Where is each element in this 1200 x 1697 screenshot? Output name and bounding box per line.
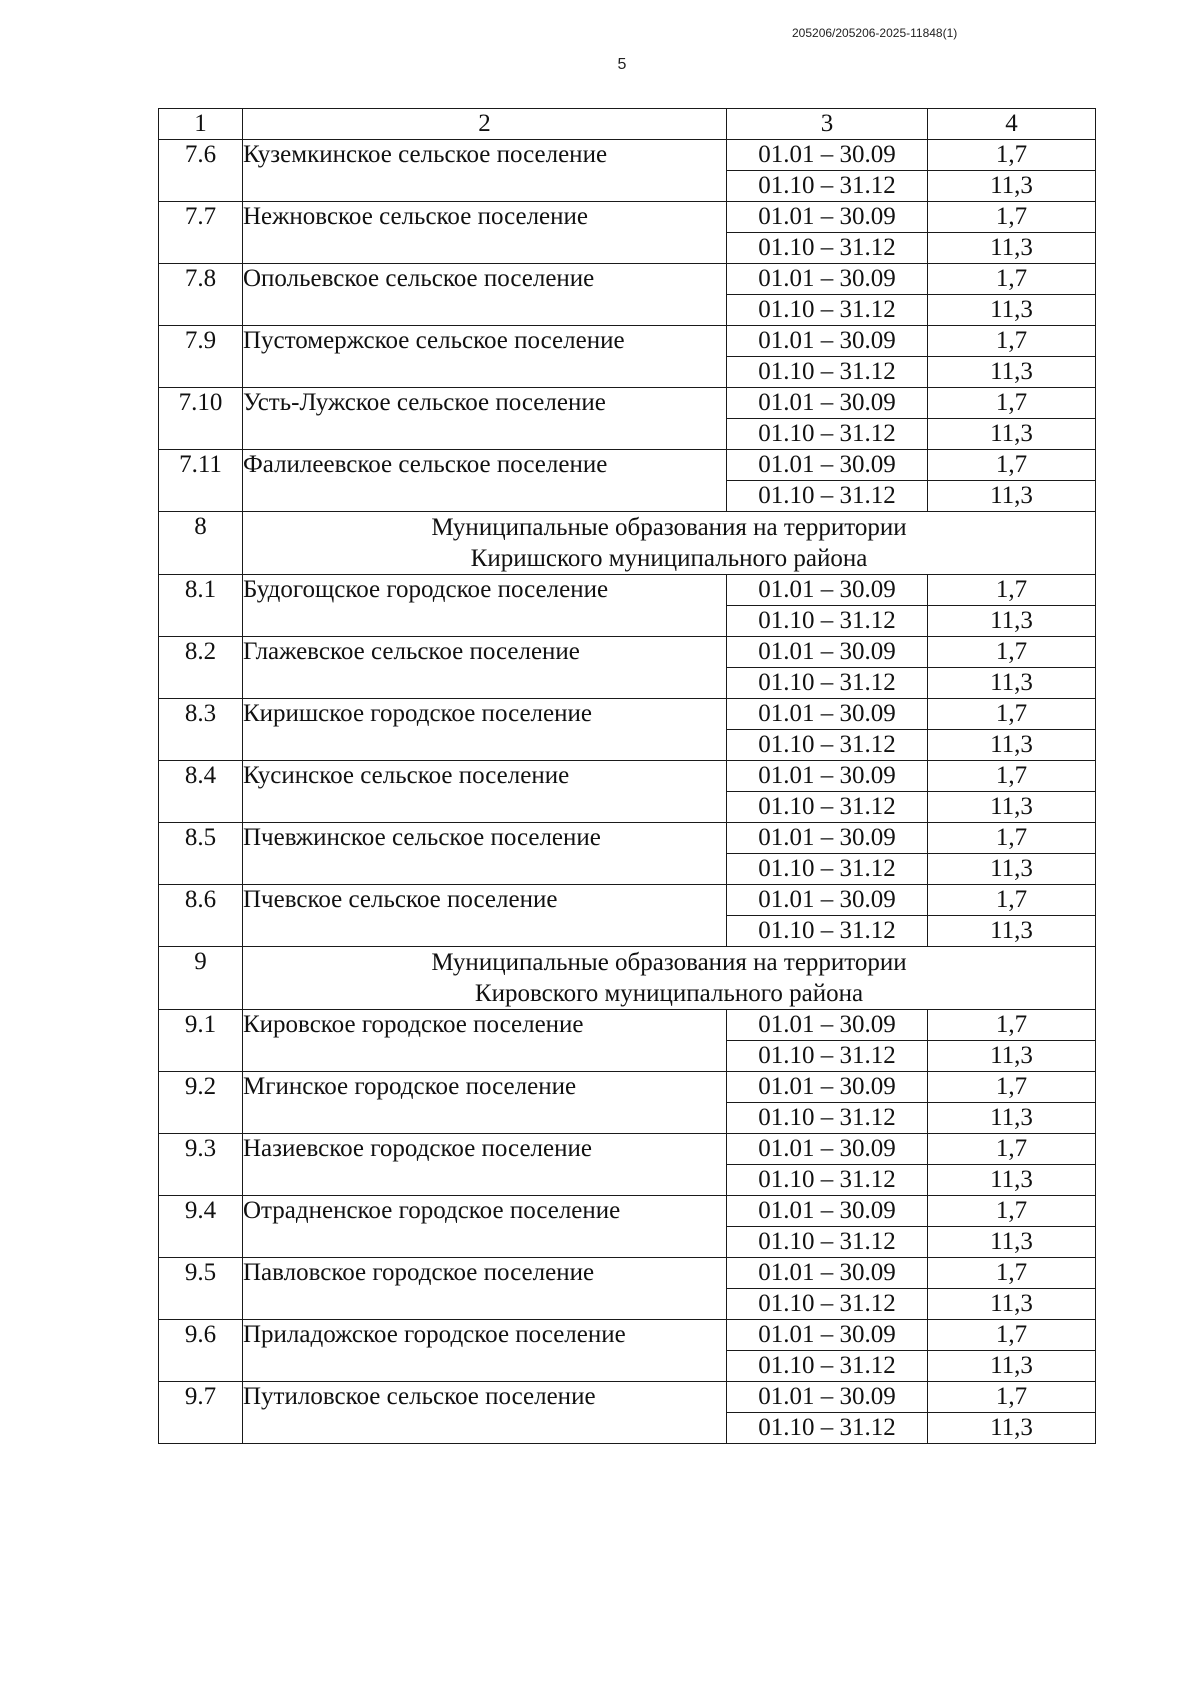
- table-row: [159, 1072, 1096, 1103]
- table-row: [159, 450, 1096, 481]
- header-cell-1: 1: [159, 109, 243, 140]
- period-cell: 01.01 – 30.09: [727, 1382, 928, 1413]
- row-number: 7.8: [159, 264, 243, 326]
- period-cell: 01.01 – 30.09: [727, 450, 928, 481]
- settlement-name: Усть-Лужское сельское поселение: [243, 388, 727, 450]
- period-cell: 01.01 – 30.09: [727, 1010, 928, 1041]
- settlement-name: Павловское городское поселение: [243, 1258, 727, 1320]
- settlement-name: Пчевское сельское поселение: [243, 885, 727, 947]
- row-number: 9.2: [159, 1072, 243, 1134]
- period-cell: 01.01 – 30.09: [727, 1072, 928, 1103]
- period-cell: 01.10 – 31.12: [727, 295, 928, 326]
- period-cell: 01.10 – 31.12: [727, 916, 928, 947]
- row-number: 7.6: [159, 140, 243, 202]
- coefficient-cell: 1,7: [928, 202, 1096, 233]
- period-cell: 01.10 – 31.12: [727, 1041, 928, 1072]
- table-row: [159, 264, 1096, 295]
- period-cell: 01.01 – 30.09: [727, 264, 928, 295]
- coefficient-cell: 11,3: [928, 1289, 1096, 1320]
- period-cell: 01.01 – 30.09: [727, 140, 928, 171]
- row-number: 8.5: [159, 823, 243, 885]
- settlement-name: Назиевское городское поселение: [243, 1134, 727, 1196]
- table-row: [159, 1258, 1096, 1289]
- section-title-line-1: Муниципальные образования на территории: [431, 514, 907, 541]
- coefficient-cell: 11,3: [928, 1165, 1096, 1196]
- section-number: 9: [159, 947, 243, 1010]
- coefficient-cell: 11,3: [928, 730, 1096, 761]
- header-cell-2: 2: [243, 109, 727, 140]
- period-cell: 01.10 – 31.12: [727, 481, 928, 512]
- table-row: [159, 761, 1096, 792]
- document-id: 205206/205206-2025-11848(1): [792, 26, 958, 40]
- coefficient-cell: 11,3: [928, 233, 1096, 264]
- coefficient-cell: 1,7: [928, 1258, 1096, 1289]
- period-cell: 01.10 – 31.12: [727, 854, 928, 885]
- settlement-name: Фалилеевское сельское поселение: [243, 450, 727, 512]
- period-cell: 01.10 – 31.12: [727, 1103, 928, 1134]
- coefficient-cell: 11,3: [928, 916, 1096, 947]
- coefficient-cell: 1,7: [928, 388, 1096, 419]
- table-row: [159, 1010, 1096, 1041]
- table-row: [159, 1320, 1096, 1351]
- period-cell: 01.01 – 30.09: [727, 637, 928, 668]
- section-title: [243, 947, 1096, 1010]
- period-cell: 01.10 – 31.12: [727, 1289, 928, 1320]
- coefficient-cell: 11,3: [928, 1227, 1096, 1258]
- coefficient-cell: 11,3: [928, 1351, 1096, 1382]
- period-cell: 01.01 – 30.09: [727, 202, 928, 233]
- row-number: 9.7: [159, 1382, 243, 1444]
- row-number: 8.1: [159, 575, 243, 637]
- coefficient-cell: 1,7: [928, 140, 1096, 171]
- coefficient-cell: 1,7: [928, 1382, 1096, 1413]
- row-number: 9.3: [159, 1134, 243, 1196]
- settlement-name: Мгинское городское поселение: [243, 1072, 727, 1134]
- period-cell: 01.01 – 30.09: [727, 885, 928, 916]
- section-row: [159, 512, 1096, 575]
- coefficient-cell: 1,7: [928, 326, 1096, 357]
- coefficient-cell: 11,3: [928, 295, 1096, 326]
- section-title: [243, 512, 1096, 575]
- period-cell: 01.10 – 31.12: [727, 419, 928, 450]
- tariff-table: [158, 108, 1096, 1444]
- period-cell: 01.10 – 31.12: [727, 171, 928, 202]
- coefficient-cell: 1,7: [928, 1134, 1096, 1165]
- table-row: [159, 823, 1096, 854]
- section-number: 8: [159, 512, 243, 575]
- period-cell: 01.01 – 30.09: [727, 1258, 928, 1289]
- coefficient-cell: 11,3: [928, 1041, 1096, 1072]
- row-number: 9.4: [159, 1196, 243, 1258]
- settlement-name: Киришское городское поселение: [243, 699, 727, 761]
- period-cell: 01.01 – 30.09: [727, 575, 928, 606]
- settlement-name: Будогощское городское поселение: [243, 575, 727, 637]
- coefficient-cell: 1,7: [928, 885, 1096, 916]
- period-cell: 01.10 – 31.12: [727, 1351, 928, 1382]
- settlement-name: Кировское городское поселение: [243, 1010, 727, 1072]
- settlement-name: Нежновское сельское поселение: [243, 202, 727, 264]
- settlement-name: Приладожское городское поселение: [243, 1320, 727, 1382]
- period-cell: 01.10 – 31.12: [727, 1413, 928, 1444]
- settlement-name: Пустомержское сельское поселение: [243, 326, 727, 388]
- coefficient-cell: 1,7: [928, 1320, 1096, 1351]
- table-row: [159, 637, 1096, 668]
- header-cell-4: 4: [928, 109, 1096, 140]
- period-cell: 01.01 – 30.09: [727, 823, 928, 854]
- coefficient-cell: 11,3: [928, 1413, 1096, 1444]
- row-number: 9.5: [159, 1258, 243, 1320]
- header-cell-3: 3: [727, 109, 928, 140]
- coefficient-cell: 1,7: [928, 264, 1096, 295]
- row-number: 8.3: [159, 699, 243, 761]
- table-row: [159, 575, 1096, 606]
- row-number: 7.11: [159, 450, 243, 512]
- period-cell: 01.01 – 30.09: [727, 761, 928, 792]
- coefficient-cell: 11,3: [928, 419, 1096, 450]
- coefficient-cell: 11,3: [928, 481, 1096, 512]
- coefficient-cell: 1,7: [928, 450, 1096, 481]
- period-cell: 01.01 – 30.09: [727, 388, 928, 419]
- row-number: 9.1: [159, 1010, 243, 1072]
- period-cell: 01.10 – 31.12: [727, 730, 928, 761]
- section-row: [159, 947, 1096, 1010]
- coefficient-cell: 1,7: [928, 761, 1096, 792]
- table-row: [159, 202, 1096, 233]
- row-number: 8.2: [159, 637, 243, 699]
- period-cell: 01.01 – 30.09: [727, 326, 928, 357]
- period-cell: 01.10 – 31.12: [727, 1227, 928, 1258]
- settlement-name: Путиловское сельское поселение: [243, 1382, 727, 1444]
- row-number: 7.9: [159, 326, 243, 388]
- row-number: 7.10: [159, 388, 243, 450]
- header-row: [159, 109, 1096, 140]
- row-number: 8.4: [159, 761, 243, 823]
- period-cell: 01.10 – 31.12: [727, 668, 928, 699]
- page-number: 5: [617, 56, 627, 73]
- coefficient-cell: 11,3: [928, 357, 1096, 388]
- section-title-line-2: Кировского муниципального района: [474, 980, 864, 1007]
- coefficient-cell: 11,3: [928, 1103, 1096, 1134]
- table-row: [159, 1382, 1096, 1413]
- coefficient-cell: 1,7: [928, 1196, 1096, 1227]
- coefficient-cell: 11,3: [928, 606, 1096, 637]
- table-row: [159, 699, 1096, 730]
- coefficient-cell: 11,3: [928, 171, 1096, 202]
- row-number: 7.7: [159, 202, 243, 264]
- period-cell: 01.10 – 31.12: [727, 606, 928, 637]
- table-row: [159, 388, 1096, 419]
- coefficient-cell: 1,7: [928, 823, 1096, 854]
- period-cell: 01.01 – 30.09: [727, 1320, 928, 1351]
- period-cell: 01.01 – 30.09: [727, 1196, 928, 1227]
- settlement-name: Глажевское сельское поселение: [243, 637, 727, 699]
- table-row: [159, 140, 1096, 171]
- row-number: 8.6: [159, 885, 243, 947]
- table-row: [159, 1134, 1096, 1165]
- coefficient-cell: 1,7: [928, 637, 1096, 668]
- coefficient-cell: 1,7: [928, 699, 1096, 730]
- row-number: 9.6: [159, 1320, 243, 1382]
- settlement-name: Пчевжинское сельское поселение: [243, 823, 727, 885]
- period-cell: 01.10 – 31.12: [727, 233, 928, 264]
- period-cell: 01.10 – 31.12: [727, 357, 928, 388]
- settlement-name: Опольевское сельское поселение: [243, 264, 727, 326]
- table-row: [159, 885, 1096, 916]
- section-title-line-1: Муниципальные образования на территории: [431, 949, 907, 976]
- coefficient-cell: 1,7: [928, 1010, 1096, 1041]
- period-cell: 01.10 – 31.12: [727, 1165, 928, 1196]
- settlement-name: Куземкинское сельское поселение: [243, 140, 727, 202]
- section-title-line-2: Киришского муниципального района: [470, 545, 868, 572]
- coefficient-cell: 1,7: [928, 575, 1096, 606]
- settlement-name: Кусинское сельское поселение: [243, 761, 727, 823]
- coefficient-cell: 11,3: [928, 854, 1096, 885]
- table-row: [159, 326, 1096, 357]
- coefficient-cell: 1,7: [928, 1072, 1096, 1103]
- table-row: [159, 1196, 1096, 1227]
- table-body: [159, 109, 1096, 1444]
- settlement-name: Отрадненское городское поселение: [243, 1196, 727, 1258]
- period-cell: 01.01 – 30.09: [727, 699, 928, 730]
- period-cell: 01.01 – 30.09: [727, 1134, 928, 1165]
- coefficient-cell: 11,3: [928, 668, 1096, 699]
- coefficient-cell: 11,3: [928, 792, 1096, 823]
- period-cell: 01.10 – 31.12: [727, 792, 928, 823]
